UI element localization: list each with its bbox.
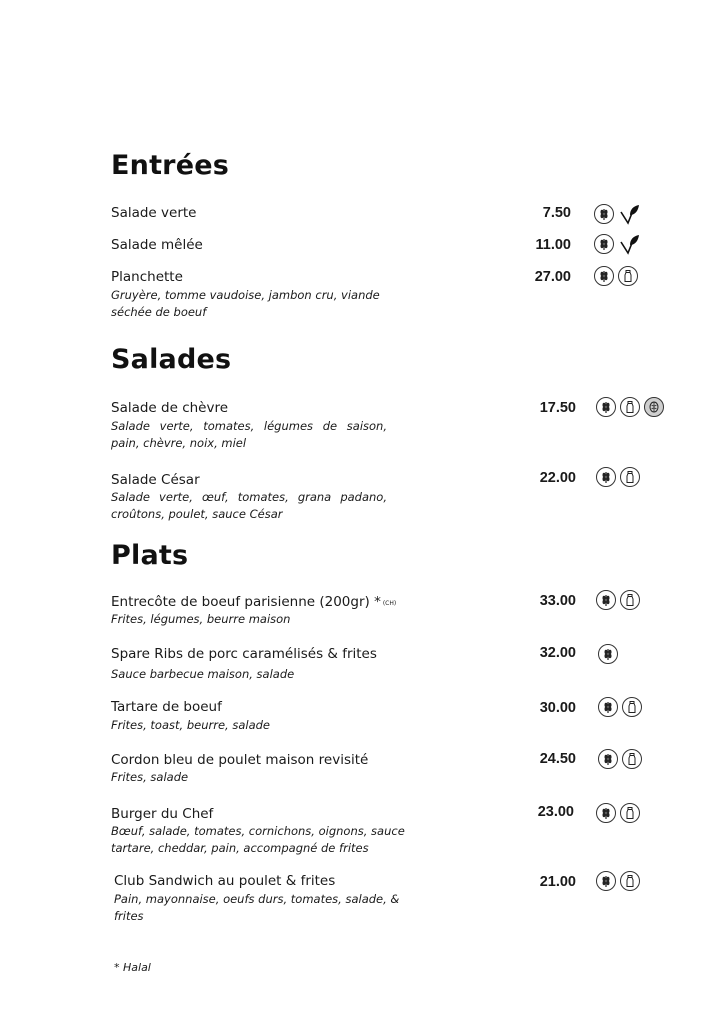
allergen-icons bbox=[596, 871, 640, 891]
item-price: 17.50 bbox=[539, 400, 576, 416]
item-description: Pain, mayonnaise, oeufs durs, tomates, salade, & frites bbox=[114, 892, 400, 923]
item-name: Burger du Chef bbox=[111, 806, 214, 822]
wheat-icon bbox=[594, 266, 614, 286]
item-description: Frites, salade bbox=[111, 770, 189, 784]
allergen-icons bbox=[596, 803, 640, 823]
item-price: 33.00 bbox=[539, 593, 576, 609]
milk-bottle-icon bbox=[622, 697, 642, 717]
milk-bottle-icon bbox=[622, 749, 642, 769]
footnote-halal: * Halal bbox=[114, 961, 151, 974]
milk-bottle-icon bbox=[620, 803, 640, 823]
wheat-icon bbox=[598, 697, 618, 717]
allergen-icons bbox=[598, 697, 642, 717]
allergen-icons bbox=[596, 397, 664, 417]
nut-icon bbox=[644, 397, 664, 417]
item-description: Frites, toast, beurre, salade bbox=[111, 718, 270, 732]
item-price: 23.00 bbox=[537, 804, 574, 820]
item-name bbox=[111, 594, 396, 610]
wheat-icon bbox=[598, 644, 618, 664]
wheat-icon bbox=[594, 234, 614, 254]
item-price: 11.00 bbox=[535, 237, 571, 253]
leaf-icon bbox=[618, 203, 640, 225]
milk-bottle-icon bbox=[620, 590, 640, 610]
section-title-entrees: Entrées bbox=[111, 150, 229, 181]
item-price: 7.50 bbox=[542, 205, 571, 221]
allergen-icons bbox=[594, 203, 640, 225]
wheat-icon bbox=[596, 803, 616, 823]
wheat-icon bbox=[594, 204, 614, 224]
item-name: Planchette bbox=[111, 269, 183, 285]
item-price: 30.00 bbox=[539, 700, 576, 716]
allergen-icons bbox=[596, 467, 640, 487]
item-description: Salade verte, œuf, tomates, grana padano, croûtons, poulet, sauce César bbox=[111, 490, 387, 521]
origin-label: (CH) bbox=[382, 600, 397, 607]
item-name: Salade César bbox=[111, 472, 200, 488]
wheat-icon bbox=[596, 871, 616, 891]
allergen-icons bbox=[598, 749, 642, 769]
wheat-icon bbox=[596, 397, 616, 417]
item-name: Salade mêlée bbox=[111, 237, 203, 253]
leaf-icon bbox=[618, 233, 640, 255]
item-price: 27.00 bbox=[534, 269, 571, 285]
item-description: Gruyère, tomme vaudoise, jambon cru, viande séchée de boeuf bbox=[111, 288, 380, 319]
item-name: Salade verte bbox=[111, 205, 197, 221]
section-title-plats: Plats bbox=[111, 540, 189, 571]
item-name: Spare Ribs de porc caramélisés & frites bbox=[111, 646, 377, 662]
milk-bottle-icon bbox=[620, 871, 640, 891]
item-price: 22.00 bbox=[539, 470, 576, 486]
item-description: Frites, légumes, beurre maison bbox=[111, 612, 291, 626]
milk-bottle-icon bbox=[620, 467, 640, 487]
item-description: Sauce barbecue maison, salade bbox=[111, 667, 295, 681]
item-name: Salade de chèvre bbox=[111, 400, 229, 416]
allergen-icons bbox=[594, 233, 640, 255]
item-price: 21.00 bbox=[539, 874, 576, 890]
item-name: Cordon bleu de poulet maison revisité bbox=[111, 752, 369, 768]
allergen-icons bbox=[598, 644, 618, 664]
milk-bottle-icon bbox=[620, 397, 640, 417]
item-name-text: Entrecôte de boeuf parisienne (200gr) * bbox=[111, 594, 381, 610]
item-description: Bœuf, salade, tomates, cornichons, oignons, sauce tartare, cheddar, pain, accompagné de frites bbox=[111, 824, 405, 855]
wheat-icon bbox=[596, 590, 616, 610]
wheat-icon bbox=[598, 749, 618, 769]
section-title-salades: Salades bbox=[111, 344, 232, 375]
item-description: Salade verte, tomates, légumes de saison, pain, chèvre, noix, miel bbox=[111, 419, 387, 450]
allergen-icons bbox=[596, 590, 640, 610]
milk-bottle-icon bbox=[618, 266, 638, 286]
item-price: 32.00 bbox=[539, 645, 576, 661]
item-name: Club Sandwich au poulet & frites bbox=[114, 873, 336, 889]
item-price: 24.50 bbox=[539, 751, 576, 767]
wheat-icon bbox=[596, 467, 616, 487]
allergen-icons bbox=[594, 266, 638, 286]
item-name: Tartare de boeuf bbox=[111, 699, 222, 715]
